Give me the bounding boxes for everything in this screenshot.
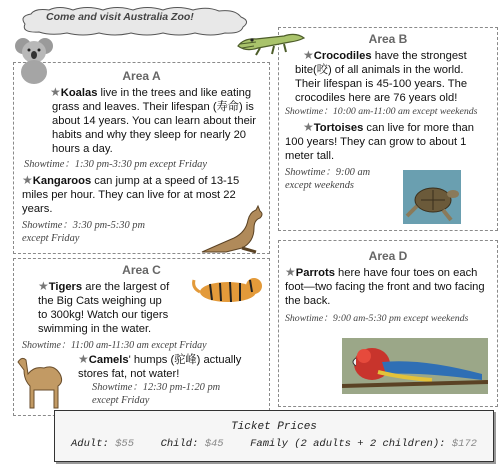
area-a-title: Area A (122, 69, 161, 83)
tiger-image (190, 270, 266, 306)
crocodile-image (234, 24, 308, 58)
family-price: $172 (451, 438, 477, 450)
camel-paragraph (78, 352, 248, 381)
parrot-image (342, 338, 488, 394)
star-icon: ★ (285, 265, 296, 279)
tortoise-showtime-days: except weekends (285, 180, 354, 191)
parrot-text: here have four toes on each foot—two facing the front and two facing the back. (285, 267, 485, 307)
family-label: Family (2 adults + 2 children): (250, 438, 446, 450)
adult-price: $55 (115, 438, 135, 450)
banner-text: Come and visit Australia Zoo! (46, 11, 194, 23)
child-price-item (161, 438, 224, 450)
crocodile-text: have the strongest bite(咬) of all animals in the world. Their lifespan is 45-100 years. The crocodiles here are 76 years old! (295, 50, 468, 104)
camel-showtime-days: except Friday (92, 395, 150, 406)
tortoise-image (403, 170, 461, 224)
star-icon: ★ (303, 48, 314, 62)
ticket-prices-box (54, 410, 494, 462)
tortoise-showtime: Showtime：9:00 am (285, 167, 371, 178)
koala-text: live in the trees and like eating grass and leaves. Their lifespan (寿命) is about 14 years. You can learn about their habits and why they sleep for nearly 20 hours a day. (52, 87, 257, 155)
kangaroo-image (196, 202, 266, 254)
kangaroo-showtime-days: except Friday (22, 233, 80, 244)
parrot-name: Parrots (295, 267, 335, 279)
camel-showtime: Showtime：12:30 pm-1:20 pm (92, 382, 221, 393)
adult-price-item (71, 438, 134, 450)
child-price: $45 (204, 438, 224, 450)
kangaroo-text: can jump at a speed of 13-15 miles per hour. They can live for at most 22 years. (22, 175, 240, 215)
star-icon: ★ (78, 352, 89, 366)
ticket-title: Ticket Prices (231, 421, 317, 433)
tiger-text: are the largest of the Big Cats weighing up to 300kg! Watch our tigers swimming in the water. (38, 281, 170, 335)
ticket-row (65, 438, 483, 450)
area-d-title: Area D (368, 249, 408, 263)
koala-paragraph (22, 85, 261, 156)
koala-image (14, 36, 54, 84)
parrot-showtime: Showtime：9:00 am-5:30 pm except weekends (285, 313, 469, 324)
koala-name: Koalas (60, 87, 98, 99)
area-c-title: Area C (122, 263, 161, 277)
area-b-panel (278, 27, 498, 231)
camel-text: ' humps (驼峰) actually stores fat, not water! (78, 354, 242, 380)
star-icon: ★ (22, 173, 33, 187)
adult-label: Adult: (71, 438, 109, 450)
child-label: Child: (160, 438, 199, 450)
camel-image (14, 350, 68, 412)
tiger-showtime: Showtime：11:00 am-11:30 am except Friday (22, 340, 207, 351)
kangaroo-showtime: Showtime：3:30 pm-5:30 pm (22, 220, 145, 231)
star-icon: ★ (38, 279, 49, 293)
koala-showtime: Showtime：1:30 pm-3:30 pm except Friday (24, 159, 207, 170)
kangaroo-name: Kangaroos (32, 175, 92, 187)
crocodile-paragraph (285, 48, 491, 105)
tiger-name: Tigers (48, 281, 83, 293)
tiger-paragraph (22, 279, 172, 336)
camel-name: Camels (88, 354, 129, 366)
star-icon: ★ (303, 120, 314, 134)
tortoise-name: Tortoises (313, 122, 364, 134)
crocodile-name: Crocodiles (313, 50, 372, 62)
tortoise-paragraph (285, 120, 491, 163)
star-icon: ★ (50, 85, 61, 99)
crocodile-showtime: Showtime：10:00 am-11:00 am except weekends (285, 106, 478, 117)
parrot-paragraph (285, 265, 491, 308)
tortoise-text: can live for more than 100 years! They can grow to about 1 meter tall. (285, 122, 474, 162)
area-b-title: Area B (368, 32, 408, 46)
family-price-item (250, 438, 477, 450)
